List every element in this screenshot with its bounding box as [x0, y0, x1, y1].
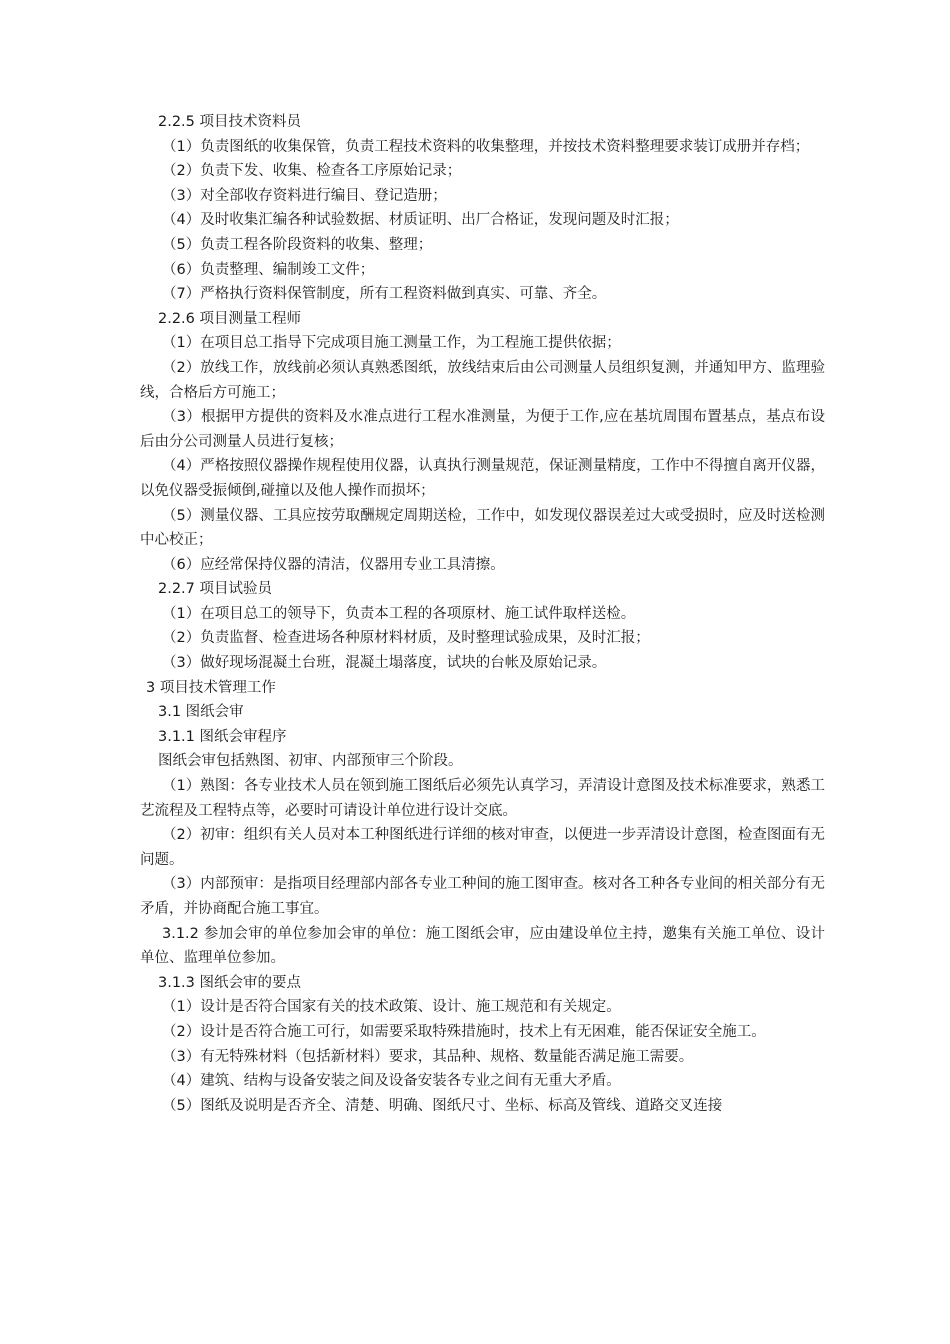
paragraph: （1）在项目总工指导下完成项目施工测量工作，为工程施工提供依据； [162, 335, 621, 352]
paragraph: （5）负责工程各阶段资料的收集、整理； [162, 236, 433, 253]
paragraph: （1）设计是否符合国家有关的技术政策、设计、施工规范和有关规定。 [162, 999, 621, 1016]
section-heading-3-1-1: 3.1.1 图纸会审程序 [158, 728, 287, 745]
section-heading-3-1-3: 3.1.3 图纸会审的要点 [158, 974, 302, 991]
paragraph: （2）放线工作，放线前必须认真熟悉图纸，放线结束后由公司测量人员组织复测，并通知甲方、监理验线，合格后方可施工； [140, 359, 825, 401]
document-body [140, 110, 825, 1118]
paragraph: （3）内部预审：是指项目经理部内部各专业工种间的施工图审查。核对各工种各专业间的相关部分有无矛盾，并协商配合施工事宜。 [140, 876, 825, 917]
paragraph: （2）负责监督、检查进场各种原材料材质，及时整理试验成果，及时汇报； [162, 630, 650, 647]
paragraph: （3）对全部收存资料进行编目、登记造册； [162, 187, 447, 204]
paragraph: （2）初审：组织有关人员对本工种图纸进行详细的核对审查，以便进一步弄清设计意图，检查图面有无问题。 [140, 827, 825, 868]
paragraph: 图纸会审包括熟图、初审、内部预审三个阶段。 [158, 753, 463, 770]
paragraph: （4）及时收集汇编各种试验数据、材质证明、出厂合格证，发现问题及时汇报； [162, 212, 679, 229]
paragraph: （3）做好现场混凝土台班，混凝土塌落度，试块的台帐及原始记录。 [162, 655, 607, 672]
paragraph: （4）建筑、结构与设备安装之间及设备安装各专业之间有无重大矛盾。 [162, 1073, 621, 1090]
paragraph: （1）负责图纸的收集保管，负责工程技术资料的收集整理，并按技术资料整理要求装订成册并存档； [162, 138, 810, 155]
paragraph: （5）图纸及说明是否齐全、清楚、明确、图纸尺寸、坐标、标高及管线、道路交叉连接 [162, 1097, 723, 1114]
paragraph: （7）严格执行资料保管制度，所有工程资料做到真实、可靠、齐全。 [162, 286, 607, 303]
paragraph: （6）应经常保持仪器的清洁，仪器用专业工具清擦。 [162, 556, 505, 573]
paragraph: （2）负责下发、收集、检查各工序原始记录； [162, 163, 462, 180]
paragraph: （6）负责整理、编制竣工文件； [162, 261, 375, 278]
paragraph: （2）设计是否符合施工可行，如需要采取特殊措施时，技术上有无困难，能否保证安全施工。 [162, 1023, 766, 1040]
section-heading-3-1-2: 3.1.2 参加会审的单位参加会审的单位：施工图纸会审，应由建设单位主持，邀集有关施工单位、设计单位、监理单位参加。 [140, 925, 825, 967]
paragraph: （4）严格按照仪器操作规程使用仪器，认真执行测量规范，保证测量精度，工作中不得擅自离开仪器，以免仪器受振倾倒,碰撞以及他人操作而损坏； [140, 458, 825, 499]
section-heading-2-2-6: 2.2.6 项目测量工程师 [158, 310, 302, 327]
paragraph: （1）在项目总工的领导下，负责本工程的各项原材、施工试件取样送检。 [162, 605, 636, 622]
paragraph: （1）熟图：各专业技术人员在领到施工图纸后必须先认真学习，弄清设计意图及技术标准要求，熟悉工艺流程及工程特点等，必要时可请设计单位进行设计交底。 [140, 778, 825, 819]
chapter-heading-3: 3 项目技术管理工作 [146, 679, 276, 696]
paragraph: （5）测量仪器、工具应按劳取酬规定周期送检，工作中，如发现仪器误差过大或受损时，应及时送检测中心校正； [140, 507, 825, 549]
section-heading-2-2-5: 2.2.5 项目技术资料员 [158, 114, 302, 130]
section-heading-2-2-7: 2.2.7 项目试验员 [158, 581, 273, 598]
section-heading-3-1: 3.1 图纸会审 [158, 704, 244, 721]
paragraph: （3）有无特殊材料（包括新材料）要求，其品种、规格、数量能否满足施工需要。 [162, 1048, 694, 1065]
paragraph: （3）根据甲方提供的资料及水准点进行工程水准测量，为便于工作,应在基坑周围布置基点，基点布设后由分公司测量人员进行复核； [140, 409, 825, 450]
